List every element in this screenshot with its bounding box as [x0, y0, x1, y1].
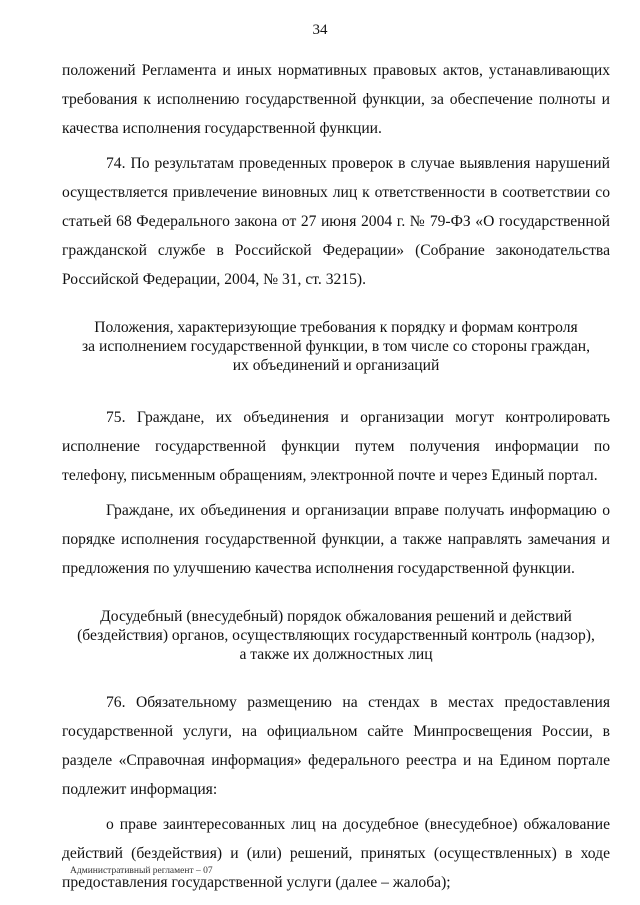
page-number: 34 — [312, 22, 328, 38]
heading-line: за исполнением государственной функции, в том числе со стороны граждан, — [82, 338, 590, 355]
footer-note: Административный регламент – 07 — [70, 866, 213, 876]
section-heading-control — [62, 318, 610, 375]
heading-line: а также их должностных лиц — [239, 646, 433, 663]
heading-line: Положения, характеризующие требования к порядку и формам контроля — [94, 319, 578, 336]
paragraph-74: 74. По результатам проведенных проверок в случае выявления нарушений осуществляется привлечение виновных лиц к ответственности в соответствии со статьей 68 Федерального закона от 27 июня 2004 г. № 79-ФЗ «О государственной гражданской службе в Российской Федерации» (Собрание законодательства Российской Федерации, 2004, № 31, ст. 3215). — [62, 155, 610, 288]
heading-line: (бездействия) органов, осуществляющих государственный контроль (надзор), — [77, 627, 595, 644]
paragraph-76: 76. Обязательному размещению на стендах в местах предоставления государственной услуги, на официальном сайте Минпросвещения России, в разделе «Справочная информация» федерального реестра и на Едином портале подлежит информация: — [62, 694, 610, 798]
paragraph-continuation: положений Регламента и иных нормативных правовых актов, устанавливающих требования к исполнению государственной функции, за обеспечение полноты и качества исполнения государственной функции. — [62, 62, 610, 137]
section-heading-appeal — [62, 607, 610, 664]
paragraph-75-continued: Граждане, их объединения и организации вправе получать информацию о порядке исполнения государственной функции, а также направлять замечания и предложения по улучшению качества исполнения государственной функции. — [62, 502, 610, 577]
paragraph-76-item: о праве заинтересованных лиц на досудебное (внесудебное) обжалование действий (бездействия) и (или) решений, принятых (осуществленных) в ходе предоставления государственной услуги (далее – жалоба); — [62, 816, 610, 891]
document-body — [62, 56, 610, 897]
paragraph-75: 75. Граждане, их объединения и организации могут контролировать исполнение государственной функции путем получения информации по телефону, письменным обращениям, электронной почте и через Единый портал. — [62, 409, 610, 484]
heading-line: Досудебный (внесудебный) порядок обжалования решений и действий — [100, 608, 572, 625]
heading-line: их объединений и организаций — [232, 357, 440, 374]
